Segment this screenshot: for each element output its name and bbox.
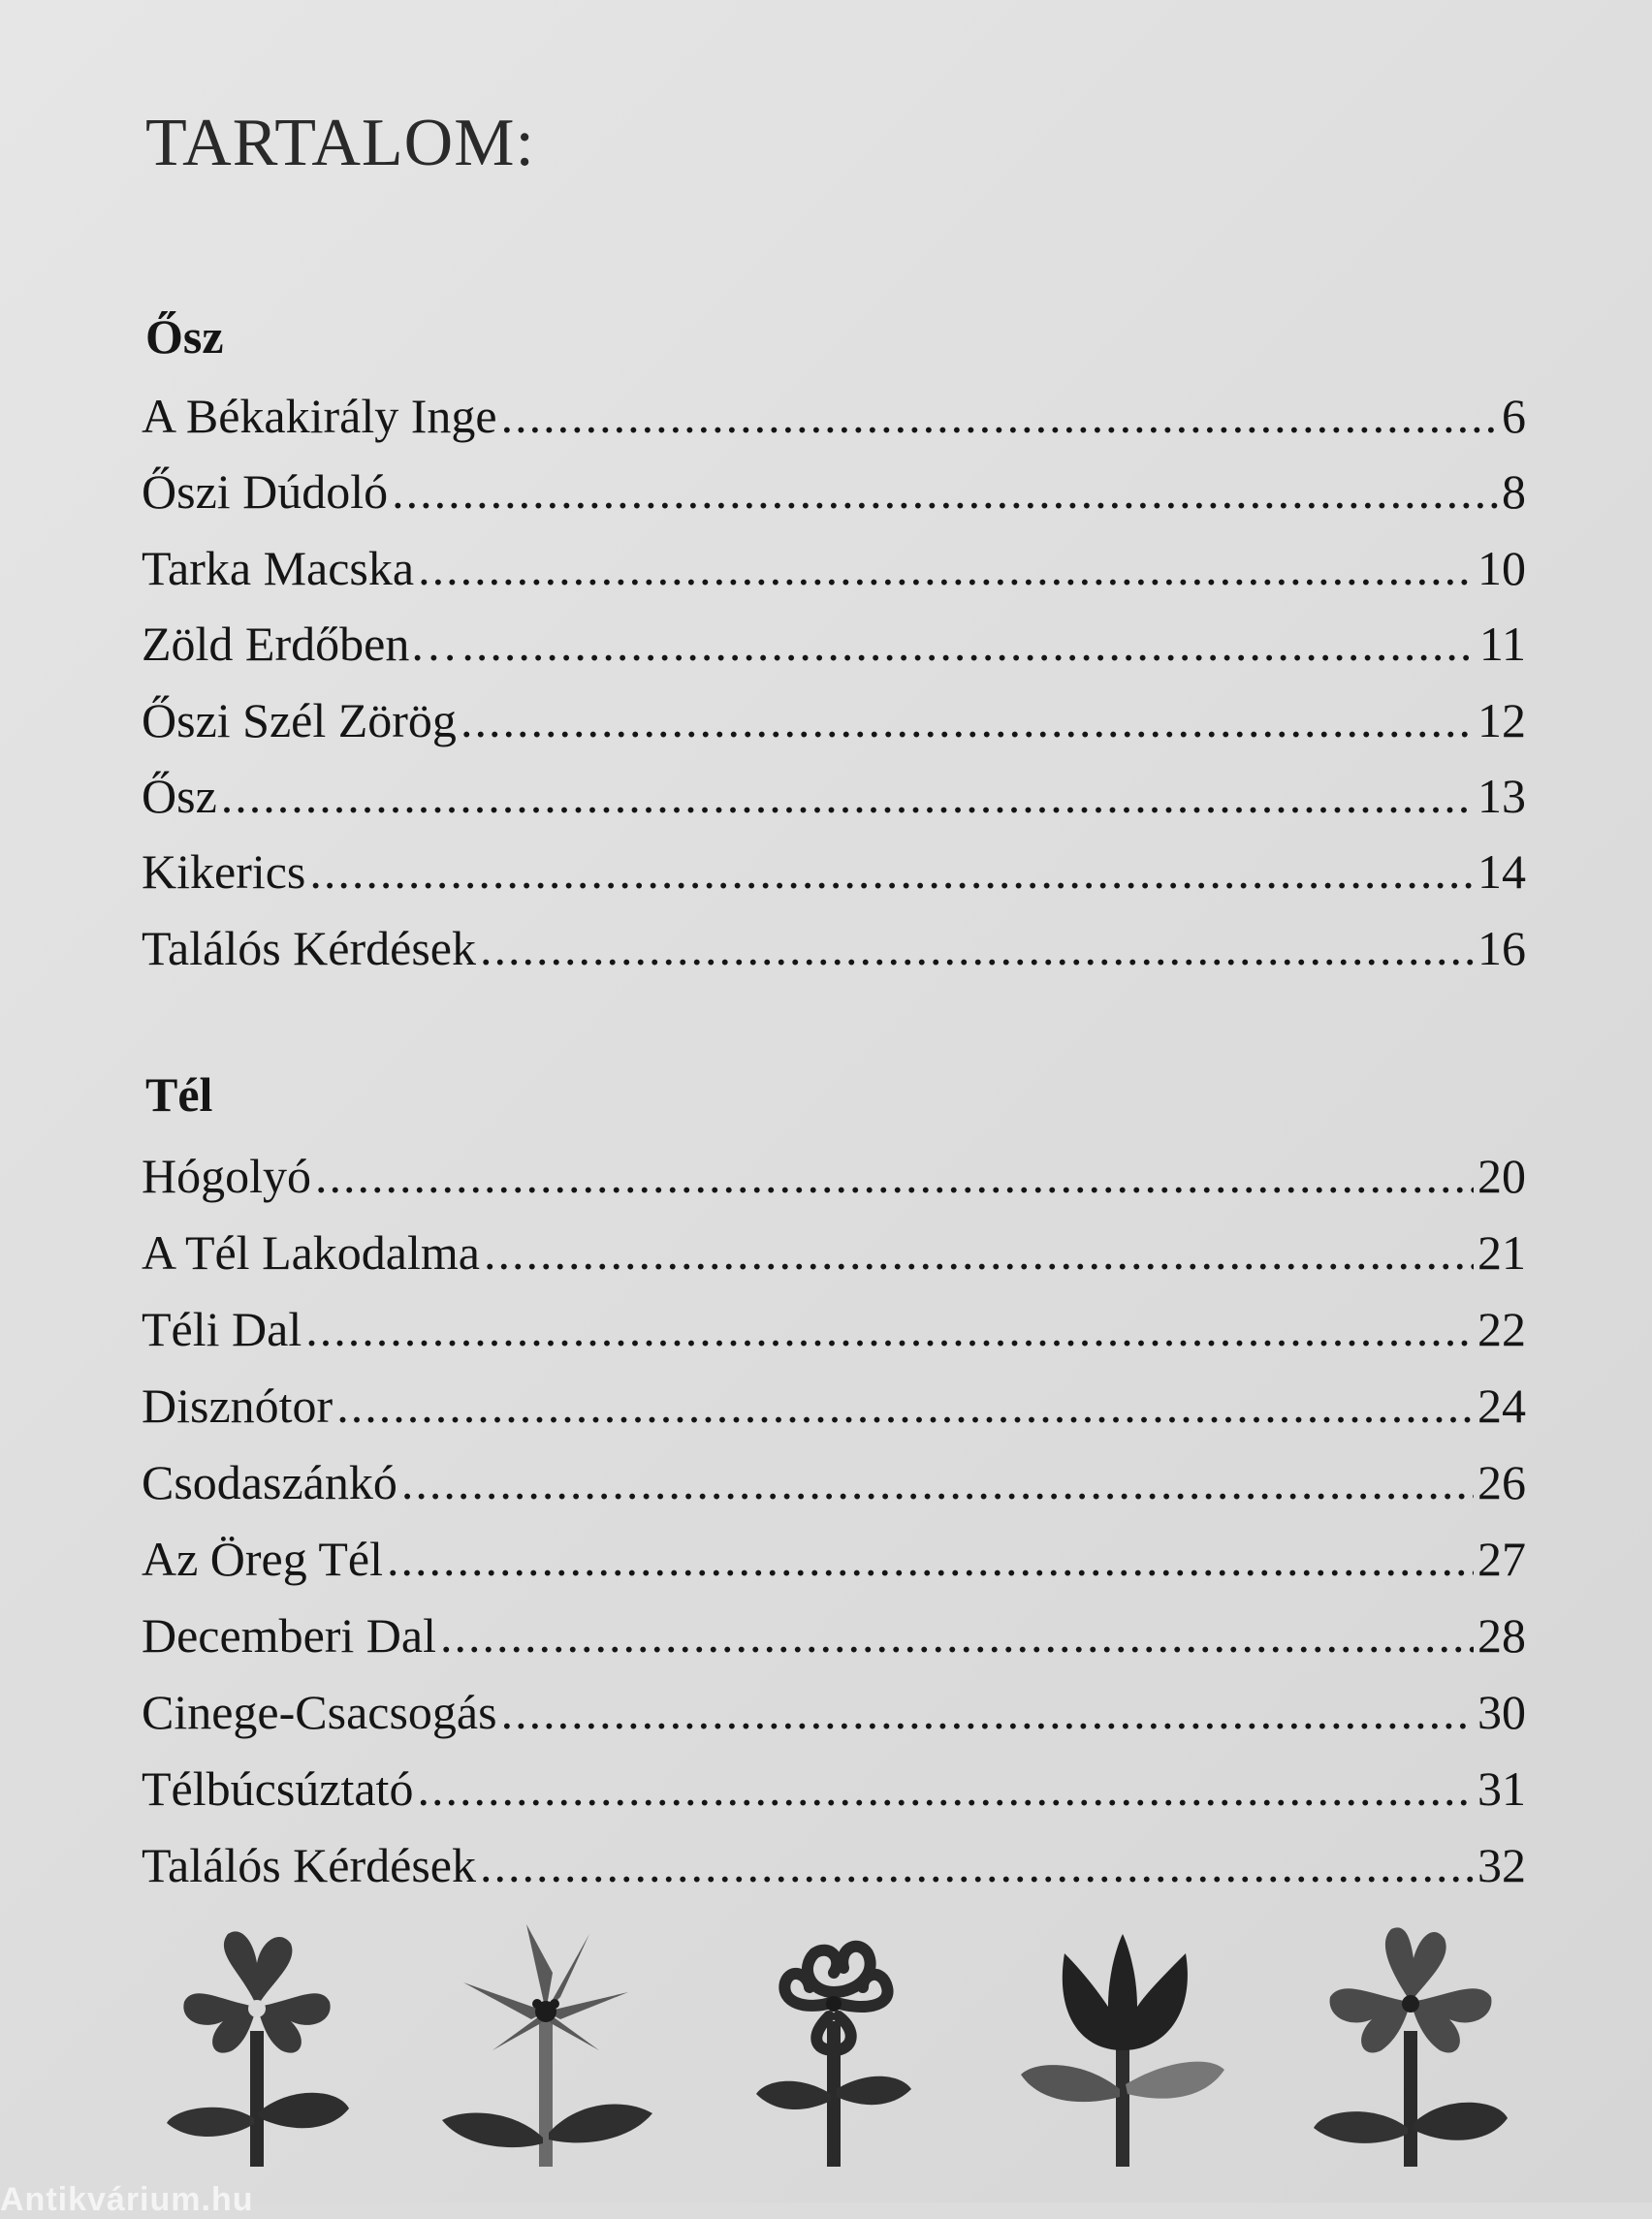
toc-entry-page: 12 <box>1477 693 1526 747</box>
toc-entry-title: A Tél Lakodalma <box>142 1225 480 1280</box>
dot-leader <box>305 1301 1474 1357</box>
toc-entry <box>142 768 1526 836</box>
toc-entry-title: Disznótor <box>142 1379 334 1433</box>
toc-entry-title: Ősz <box>142 769 217 823</box>
toc-entry <box>142 1148 1526 1216</box>
toc-entry <box>142 843 1526 911</box>
dot-leader <box>309 843 1474 900</box>
toc-entry <box>142 1301 1526 1369</box>
toc-entry-title: Az Öreg Tél <box>142 1532 383 1586</box>
section-heading-winter: Tél <box>145 1067 213 1122</box>
toc-entry <box>142 1224 1526 1292</box>
dot-leader <box>461 616 1476 672</box>
toc-entry-page: 31 <box>1477 1761 1526 1816</box>
toc-entry-page: 11 <box>1478 617 1526 671</box>
toc-entry-page: 16 <box>1477 921 1526 975</box>
toc-entry-page: 27 <box>1477 1532 1526 1586</box>
toc-entry <box>142 1760 1526 1828</box>
dot-leader <box>484 1224 1474 1281</box>
watermark: Antikvárium.hu <box>0 2181 254 2218</box>
dot-leader <box>387 1531 1474 1587</box>
toc-entry <box>142 692 1526 760</box>
toc-entry-title: Tarka Macska <box>142 541 415 595</box>
dot-leader <box>315 1148 1474 1204</box>
flower-icon <box>434 1915 657 2176</box>
toc-entry <box>142 1531 1526 1599</box>
toc-entry-page: 26 <box>1477 1455 1526 1509</box>
toc-entry <box>142 616 1526 683</box>
toc-entry <box>142 1454 1526 1522</box>
toc-entry-title: Zöld Erdőben… <box>142 617 459 671</box>
flower-icon <box>722 1915 945 2176</box>
toc-entry <box>142 1378 1526 1445</box>
toc-entry-title: Hógolyó <box>142 1149 311 1203</box>
toc-entry-page: 13 <box>1477 769 1526 823</box>
toc-entry-page: 24 <box>1477 1379 1526 1433</box>
dot-leader <box>418 540 1474 596</box>
tulip-icon <box>1011 1915 1234 2176</box>
dot-leader <box>461 692 1474 748</box>
toc-entry <box>142 388 1526 456</box>
dot-leader <box>417 1760 1474 1817</box>
toc-entry <box>142 463 1526 531</box>
dot-leader <box>336 1378 1474 1434</box>
dot-leader <box>501 388 1498 444</box>
toc-entry-title: Téli Dal <box>142 1302 302 1356</box>
toc-entry-title: Őszi Szél Zörög <box>142 693 457 747</box>
dot-leader <box>501 1684 1474 1740</box>
flower-illustration-row <box>145 1915 1522 2176</box>
toc-entry-title: Decemberi Dal <box>142 1608 437 1663</box>
page-title: TARTALOM: <box>145 106 535 180</box>
toc-entry-title: Csodaszánkó <box>142 1455 397 1509</box>
toc-entry <box>142 1837 1526 1905</box>
dot-leader <box>480 920 1474 976</box>
dot-leader <box>480 1837 1474 1893</box>
flower-icon <box>1299 1915 1522 2176</box>
toc-entry-page: 6 <box>1502 389 1526 443</box>
toc-entry-page: 8 <box>1502 464 1526 519</box>
dot-leader <box>401 1454 1474 1510</box>
toc-entry <box>142 920 1526 988</box>
toc-entry-page: 21 <box>1477 1225 1526 1280</box>
toc-entry-page: 10 <box>1477 541 1526 595</box>
dot-leader <box>440 1607 1474 1664</box>
toc-entry <box>142 1607 1526 1675</box>
toc-entry <box>142 1684 1526 1752</box>
toc-entry-page: 30 <box>1477 1685 1526 1739</box>
toc-entry-title: Kikerics <box>142 844 306 899</box>
toc-entry-title: Találós Kérdések <box>142 921 476 975</box>
section-heading-autumn: Ősz <box>145 309 224 364</box>
toc-entry-title: Találós Kérdések <box>142 1838 476 1892</box>
toc-entry-page: 14 <box>1477 844 1526 899</box>
toc-entry-title: A Békakirály Inge <box>142 389 497 443</box>
toc-entry-page: 28 <box>1477 1608 1526 1663</box>
flower-icon <box>145 1915 368 2176</box>
toc-entry-page: 22 <box>1477 1302 1526 1356</box>
toc-entry-page: 32 <box>1477 1838 1526 1892</box>
dot-leader <box>392 463 1498 520</box>
toc-entry-title: Őszi Dúdoló <box>142 464 389 519</box>
toc-entry-title: Télbúcsúztató <box>142 1761 414 1816</box>
toc-entry-title: Cinege-Csacsogás <box>142 1685 497 1739</box>
toc-entry <box>142 540 1526 608</box>
toc-entry-page: 20 <box>1477 1149 1526 1203</box>
dot-leader <box>221 768 1474 824</box>
